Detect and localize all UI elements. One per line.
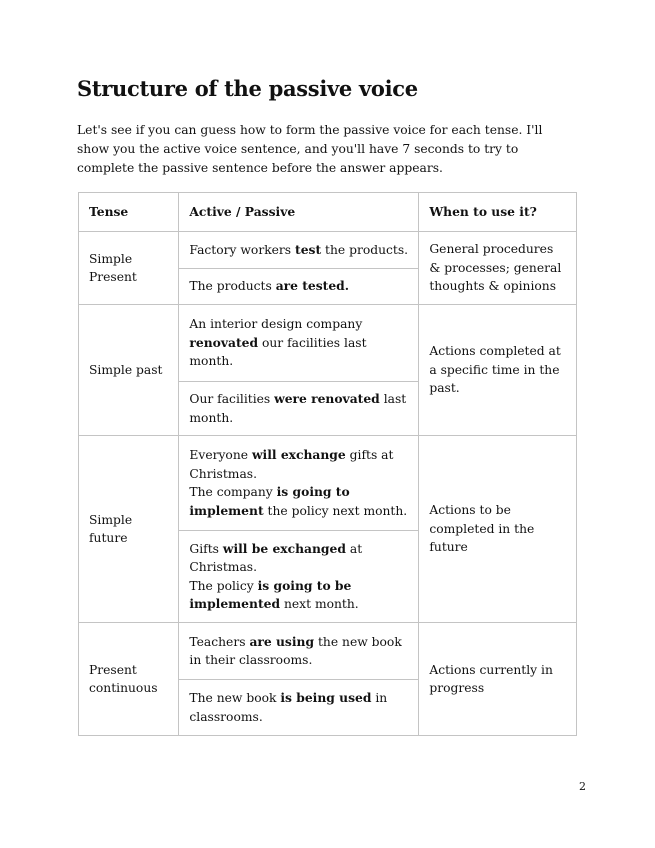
usage-cell: Actions to be completed in the future <box>419 436 577 623</box>
active-sentence: Everyone will exchange gifts at Christmas. The company is going to implement the policy next month. <box>179 436 419 531</box>
header-when: When to use it? <box>419 193 577 232</box>
table-row <box>79 305 577 382</box>
intro-paragraph: Let's see if you can guess how to form the passive voice for each tense. I'll show you the active voice sentence, and you'll have 7 seconds to try to complete the passive sentence before the answer appears. <box>77 123 543 175</box>
passive-sentence: The products are tested. <box>179 269 419 305</box>
header-tense: Tense <box>79 193 179 232</box>
table-row <box>79 232 577 269</box>
page-number: 2 <box>579 780 586 793</box>
active-sentence: An interior design company renovated our facilities last month. <box>179 305 419 382</box>
passive-sentence: Our facilities were renovated last month. <box>179 382 419 436</box>
usage-cell: General procedures & processes; general thoughts & opinions <box>419 232 577 305</box>
tense-cell: Simple past <box>79 305 179 436</box>
header-active-passive: Active / Passive <box>179 193 419 232</box>
passive-sentence: The new book is being used in classrooms. <box>179 680 419 736</box>
tense-cell: Simple future <box>79 436 179 623</box>
usage-cell: Actions completed at a specific time in the past. <box>419 305 577 436</box>
table-row <box>79 623 577 680</box>
usage-cell: Actions currently in progress <box>419 623 577 736</box>
table-row <box>79 436 577 531</box>
tense-cell: Present continuous <box>79 623 179 736</box>
page-title: Structure of the passive voice <box>77 76 418 101</box>
active-sentence: Factory workers test the products. <box>179 232 419 269</box>
passive-sentence: Gifts will be exchanged at Christmas. The policy is going to be implemented next month. <box>179 531 419 623</box>
tense-cell: Simple Present <box>79 232 179 305</box>
passive-voice-table <box>78 192 577 736</box>
active-sentence: Teachers are using the new book in their classrooms. <box>179 623 419 680</box>
table-header-row <box>79 193 577 232</box>
